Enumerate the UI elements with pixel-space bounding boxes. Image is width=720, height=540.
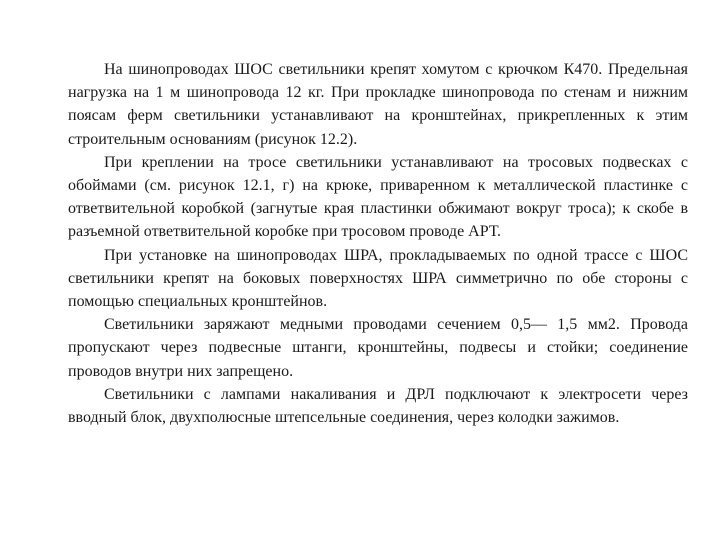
document-body [68, 58, 688, 429]
paragraph-5: Светильники с лампами накаливания и ДРЛ подключают к электросети через вводный блок, двухполюсные штепсельные соединения, через колодки зажимов. [68, 385, 688, 427]
paragraph-2: При креплении на тросе светильники устанавливают на тросовых подвесках с обоймами (см. рисунок 12.1, г) на крюке, приваренном к металлической пластинке с ответвительной коробкой (загнутые края пластинки обжимают вокруг троса); к скобе в разъемной ответвительной коробке при тросовом проводе АРТ. [68, 153, 688, 241]
paragraph-1: На шинопроводах ШОС светильники крепят хомутом с крючком К470. Предельная нагрузка на 1 м шинопровода 12 кг. При прокладке шинопровода по стенам и нижним поясам ферм светильники устанавливают на кронштейнах, прикрепленных к этим строительным основаниям (рисунок 12.2). [68, 61, 688, 148]
paragraph-4: Светильники заряжают медными проводами сечением 0,5— 1,5 мм2. Провода пропускают через подвесные штанги, кронштейны, подвесы и стойки; соединение проводов внутри них запрещено. [68, 316, 688, 380]
paragraph-3: При установке на шинопроводах ШРА, прокладываемых по одной трассе с ШОС светильники крепят на боковых поверхностях ШРА симметрично по обе стороны с помощью специальных кронштейнов. [68, 246, 688, 311]
